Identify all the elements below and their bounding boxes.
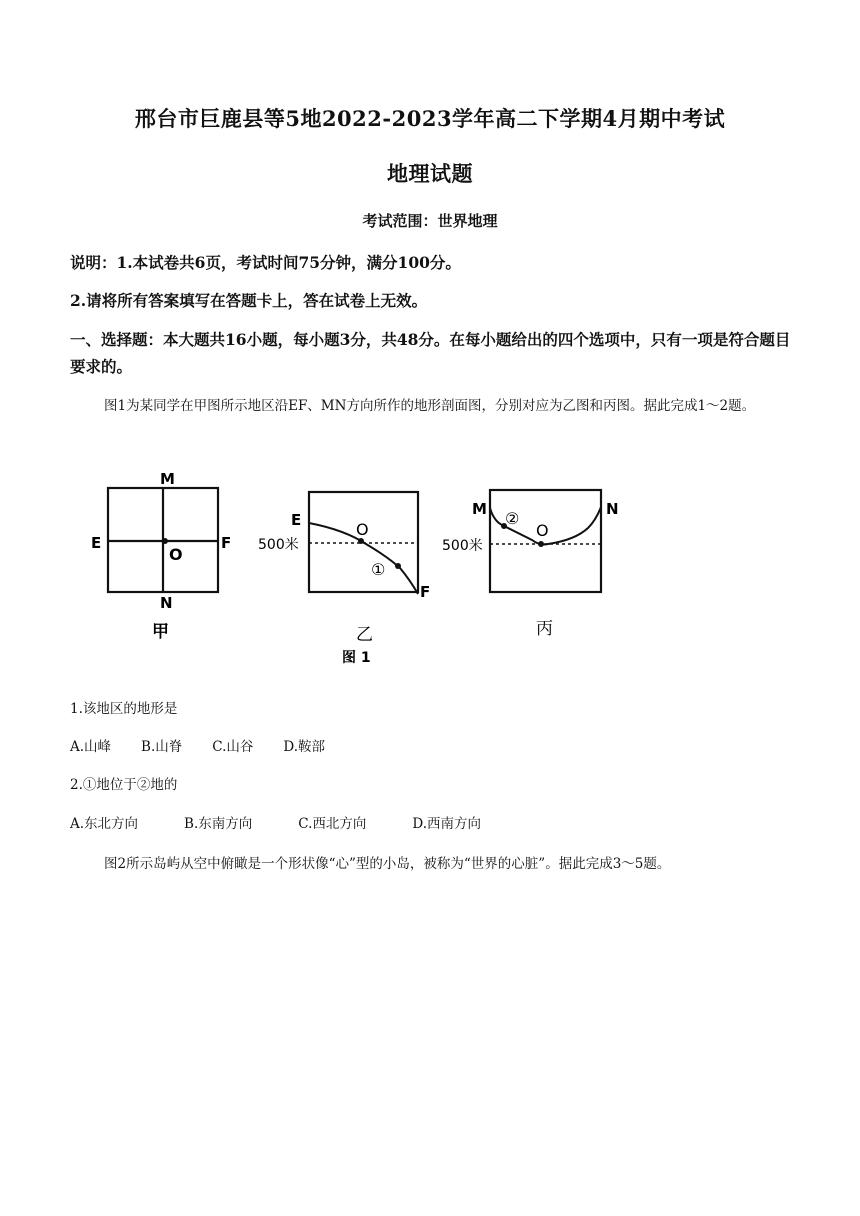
figure-1	[80, 460, 620, 675]
jia-f-label: F	[221, 534, 232, 552]
bing-n-label: N	[606, 500, 619, 518]
section-heading: 一、选择题：本大题共16小题，每小题3分，共48分。在每小题给出的四个选项中，只有一项是符合题目要求的。	[70, 330, 791, 376]
instruction-line-2: 2.请将所有答案填写在答题卡上，答在试卷上无效。	[70, 291, 428, 310]
jia-e-label: E	[91, 534, 102, 552]
q1-option-b[interactable]: B.山脊	[141, 739, 183, 755]
jia-m-label: M	[160, 470, 175, 488]
q1-option-a[interactable]: A.山峰	[70, 739, 112, 755]
q1-option-d[interactable]: D.鞍部	[283, 739, 326, 755]
question-1-stem: 1.该地区的地形是	[70, 701, 178, 717]
q2-option-a[interactable]: A.东北方向	[70, 816, 139, 832]
question-1-options	[70, 735, 355, 755]
exam-title: 邢台市巨鹿县等5地2022-2023学年高二下学期4月期中考试	[134, 106, 726, 131]
yi-panel-label: 乙	[356, 625, 373, 645]
question-2-options	[70, 812, 527, 832]
question-2-stem: 2.①地位于②地的	[70, 777, 178, 793]
yi-o-label: O	[356, 520, 369, 539]
jia-panel-label: 甲	[152, 622, 169, 642]
bing-elev-label: 500米	[442, 538, 483, 554]
jia-o-label: O	[169, 545, 183, 564]
panel-jia-map	[91, 470, 231, 642]
bing-o-label: O	[536, 521, 549, 540]
bing-m-label: M	[472, 500, 487, 518]
panel-bing-profile	[442, 490, 619, 639]
bing-point-2: ②	[505, 509, 520, 528]
q2-option-d[interactable]: D.西南方向	[412, 816, 482, 832]
panel-yi-profile	[258, 492, 430, 645]
figure1-intro: 图1为某同学在甲图所示地区沿EF、MN方向所作的地形剖面图，分别对应为乙图和丙图。据此完成1～2题。	[104, 398, 756, 414]
q2-option-c[interactable]: C.西北方向	[298, 816, 367, 832]
bing-panel-label: 丙	[536, 619, 553, 639]
figure1-caption: 图 1	[342, 650, 371, 666]
exam-subject: 地理试题	[387, 161, 473, 186]
q2-option-b[interactable]: B.东南方向	[184, 816, 253, 832]
instruction-line-1: 说明：1.本试卷共6页，考试时间75分钟，满分100分。	[70, 253, 461, 272]
yi-elev-label: 500米	[258, 537, 299, 553]
exam-scope: 考试范围：世界地理	[362, 212, 498, 230]
jia-n-label: N	[160, 594, 173, 612]
yi-f-label: F	[420, 583, 431, 601]
yi-e-label: E	[291, 511, 302, 529]
figure2-intro: 图2所示岛屿从空中俯瞰是一个形状像“心”型的小岛，被称为“世界的心脏”。据此完成3～5题。	[104, 856, 671, 872]
yi-point-1: ①	[371, 560, 386, 579]
q1-option-c[interactable]: C.山谷	[212, 739, 254, 755]
